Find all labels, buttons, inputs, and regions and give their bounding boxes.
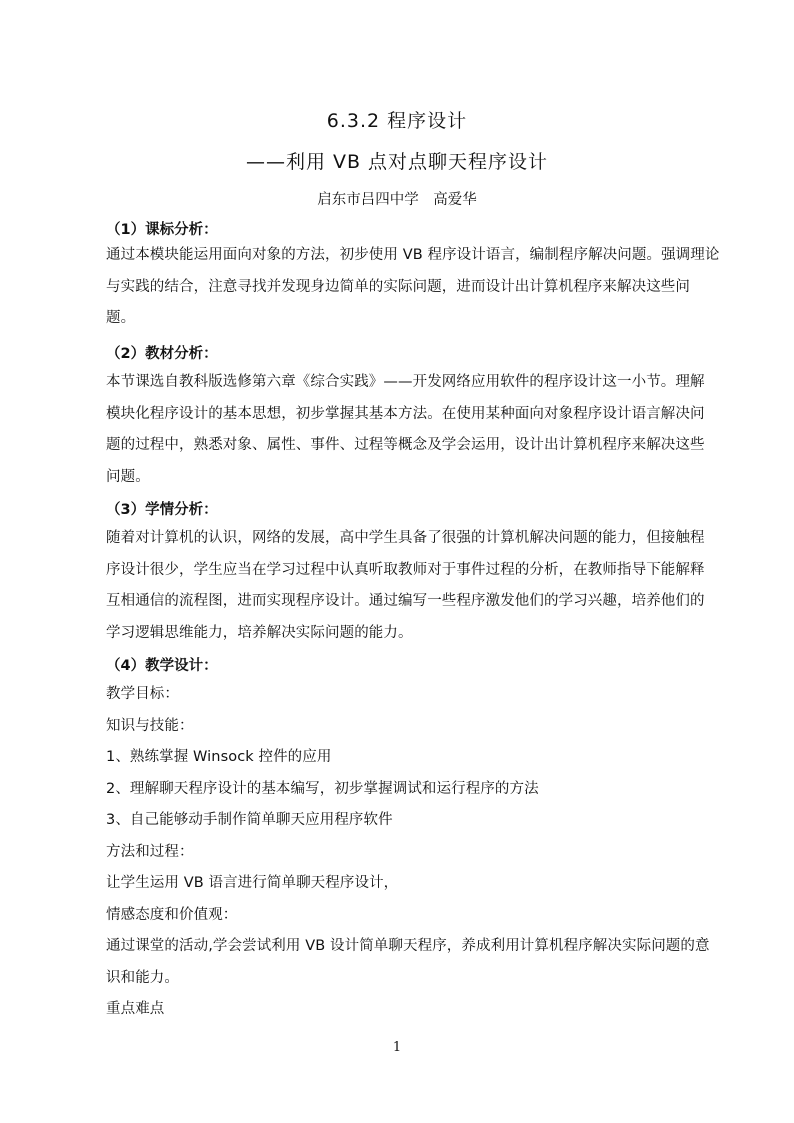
section-body-curriculum: [106, 240, 720, 335]
section-body-design: [106, 679, 710, 1026]
section-heading-students: （3）学情分析：: [106, 502, 218, 518]
page-number: 1: [392, 1040, 402, 1055]
paragraph-line: 互相通信的流程图，进而实现程序设计。通过编写一些程序激发他们的学习兴趣，培养他们的: [106, 593, 705, 609]
paragraph-line: 3、自己能够动手制作简单聊天应用程序软件: [106, 812, 393, 828]
paragraph-line: 方法和过程：: [106, 843, 194, 860]
section-heading-design: （4）教学设计：: [106, 658, 218, 674]
paragraph-line: 2、理解聊天程序设计的基本编写，初步掌握调试和运行程序的方法: [106, 780, 539, 797]
section-body-textbook: [106, 367, 705, 493]
document-author: 启东市吕四中学 高爱华: [317, 192, 477, 208]
document-title: 6.3.2 程序设计: [326, 110, 468, 132]
paragraph-line: 学习逻辑思维能力，培养解决实际问题的能力。: [106, 624, 413, 641]
paragraph-line: 1、熟练掌握 Winsock 控件的应用: [106, 749, 332, 765]
paragraph-line: 重点难点: [106, 1001, 165, 1017]
paragraph-line: 通过课堂的活动,学会尝试利用 VB 设计简单聊天程序，养成利用计算机程序解决实际问题的意: [106, 938, 710, 954]
paragraph-line: 题。: [106, 310, 136, 326]
paragraph-line: 序设计很少，学生应当在学习过程中认真听取教师对于事件过程的分析，在教师指导下能解释: [106, 561, 705, 578]
section-body-students: [106, 523, 705, 649]
paragraph-line: 随着对计算机的认识，网络的发展，高中学生具备了很强的计算机解决问题的能力，但接触程: [106, 530, 705, 546]
paragraph-line: 教学目标：: [106, 686, 179, 702]
paragraph-line: 本节课选自教科版选修第六章《综合实践》——开发网络应用软件的程序设计这一小节。理解: [106, 374, 705, 390]
paragraph-line: 问题。: [106, 468, 150, 485]
section-heading-curriculum: （1）课标分析：: [106, 222, 218, 238]
paragraph-line: 模块化程序设计的基本思想，初步掌握其基本方法。在使用某种面向对象程序设计语言解决问: [106, 405, 705, 422]
paragraph-line: 情感态度和价值观：: [106, 906, 238, 923]
paragraph-line: 题的过程中，熟悉对象、属性、事件、过程等概念及学会运用，设计出计算机程序来解决这些: [106, 437, 705, 453]
paragraph-line: 知识与技能：: [106, 717, 194, 734]
document-subtitle: ——利用 VB 点对点聊天程序设计: [245, 151, 549, 173]
section-heading-textbook: （2）教材分析：: [106, 346, 218, 362]
paragraph-line: 通过本模块能运用面向对象的方法，初步使用 VB 程序设计语言，编制程序解决问题。强调理论: [106, 247, 720, 263]
paragraph-line: 识和能力。: [106, 969, 179, 986]
paragraph-line: 让学生运用 VB 语言进行简单聊天程序设计，: [106, 875, 399, 891]
paragraph-line: 与实践的结合，注意寻找并发现身边简单的实际问题，进而设计出计算机程序来解决这些问: [106, 278, 690, 295]
